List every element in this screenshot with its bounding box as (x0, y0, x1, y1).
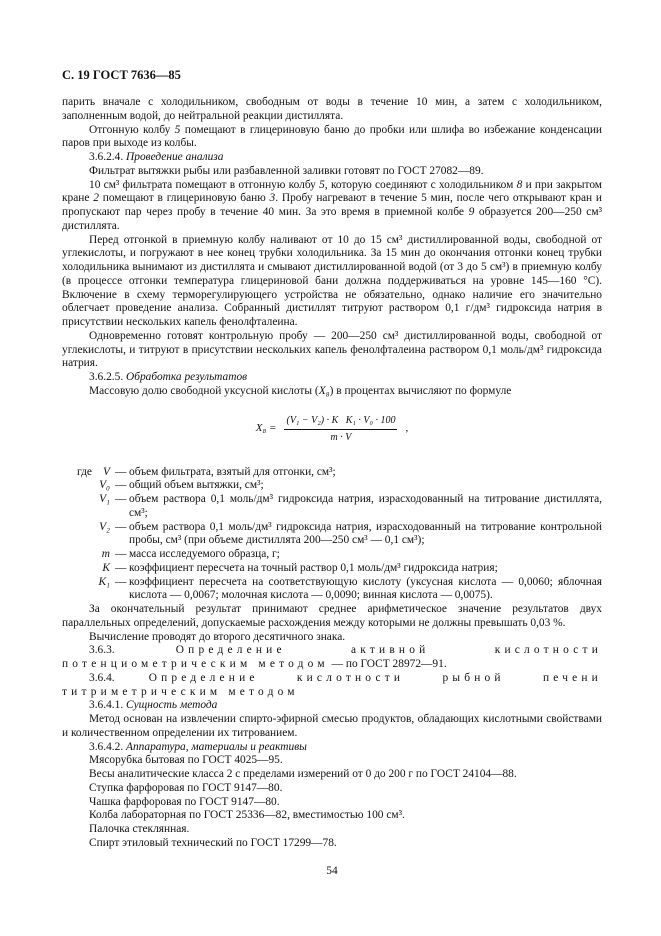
paragraph: За окончательный результат принимают среднее арифметическое значение результатов двух параллельных определений, допускаемые расхождения между которыми не должны превышать 0,03 %. (62, 603, 602, 629)
formula-lhs: X₈ = (255, 422, 277, 435)
section-number: 3.6.4.1. (89, 699, 127, 712)
formula-numerator: (V₁ − V₂) · K K₁ · V₀ · 100 (284, 415, 397, 430)
definition-row (62, 576, 602, 604)
paragraph: Фильтрат вытяжки рыбы или разбавленной заливки готовят по ГОСТ 27082—89. (89, 164, 484, 177)
equipment-item: Чашка фарфоровая по ГОСТ 9147—80. (89, 795, 280, 808)
definition-row (62, 562, 602, 576)
definition-text: масса исследуемого образца, г; (129, 548, 280, 560)
dash: — (115, 479, 127, 492)
symbol: K₁ (98, 575, 110, 588)
dash: — (115, 548, 127, 560)
ref-number: 5 (174, 123, 181, 136)
section-title: Аппаратура, материалы и реактивы (126, 740, 307, 753)
ref-number: 5 (319, 178, 325, 191)
paragraph: парить вначале с холодильником, свободным от воды в течение 10 мин, а затем с холодильником, заполненным водой, до нейтральной реакции дистиллята. (62, 96, 602, 122)
text: . Пробу нагревают в течение 5 мин, после чего открывают кран и пропускают пар через пробу в течение 40 мин. За это время в приемной колбе (62, 192, 602, 218)
section-title: Обработка результатов (126, 371, 248, 383)
section-reference: — по ГОСТ 28972—91. (328, 658, 447, 670)
paragraph: Вычисление проводят до второго десятичного знака. (89, 630, 346, 643)
section-number: 3.6.3. (89, 644, 176, 657)
section-number: 3.6.2.5. (89, 371, 127, 383)
definition-row (62, 521, 602, 549)
section-title: Определение активной кислотности потенциометрическим методом (62, 644, 603, 670)
paragraph (62, 179, 602, 234)
section-number: 3.6.2.4. (89, 151, 127, 163)
text: ) в процентах вычисляют по формуле (329, 384, 512, 397)
definition-row (62, 466, 602, 480)
symbol: m (101, 548, 110, 560)
section-heading-3-6-4 (62, 672, 602, 700)
definition-text: коэффициент пересчета на соответствующую кислоту (уксусная кислота — 0,0060; яблочная кислота — 0,0067; молочная кислота — 0,0090; винная кислота — 0,0075). (129, 575, 602, 602)
definition-text: общий объем вытяжки, см³; (129, 479, 264, 492)
formula (62, 415, 602, 444)
text: помещают в глицериновую баню до пробки или шлифа во избежание конденсации паров при выходе из колбы. (62, 123, 603, 150)
dash: — (115, 561, 127, 574)
symbol: X₈ (318, 384, 330, 397)
equipment-item: Ступка фарфоровая по ГОСТ 9147—80. (89, 781, 283, 794)
variable-definitions (62, 466, 602, 604)
text: Отгонную колбу (89, 123, 175, 136)
text: 10 см³ фильтрата помещают в отгонную колбу (89, 178, 320, 191)
section-heading-3-6-3 (62, 644, 602, 672)
symbol: K (102, 561, 110, 574)
text: Массовую долю свободной уксусной кислоты ( (89, 384, 319, 397)
symbol: V₀ (99, 479, 110, 492)
ref-number: 9 (468, 206, 475, 218)
definition-row (62, 493, 602, 521)
paragraph (62, 385, 602, 399)
text: образуется 200—250 см³ дистиллята. (62, 206, 602, 232)
definition-text: коэффициент пересчета на точный раствор 0,1 моль/дм³ гидроксида натрия; (129, 561, 498, 574)
section-heading-3-6-2-4 (62, 151, 602, 165)
paragraph: Метод основан на извлечении спирто-эфирной смесью продуктов, обладающих кислотными свойствами и количественном определении их титрованием. (62, 713, 602, 739)
paragraph (62, 124, 602, 152)
page-number: 54 (326, 864, 338, 877)
text: и при закрытом кране (62, 178, 603, 205)
text: , которую соединяют с холодильником (324, 178, 517, 191)
ref-number: 8 (516, 178, 523, 191)
equipment-item: Палочка стеклянная. (89, 823, 190, 835)
dash: — (115, 493, 127, 505)
dash: — (115, 465, 127, 478)
symbol: V₂ (99, 520, 110, 533)
formula-comma: , (405, 422, 409, 435)
definition-text: объем раствора 0,1 моль/дм³ гидроксида натрия, израсходованный на титрование дистиллята, см³; (129, 493, 602, 519)
symbol: V₁ (99, 493, 110, 505)
definition-text: объем фильтрата, взятый для отгонки, см³; (129, 465, 336, 478)
formula-fraction (284, 415, 397, 444)
dash: — (115, 575, 127, 588)
section-title: Сущность метода (126, 699, 218, 712)
document-body (62, 96, 602, 878)
ref-number: 3 (269, 192, 276, 205)
section-number: 3.6.4.2. (89, 740, 127, 753)
section-heading-3-6-4-1 (62, 699, 602, 713)
section-heading-3-6-2-5 (62, 371, 602, 385)
formula-denominator: m · V (330, 431, 352, 443)
symbol: V (103, 465, 110, 478)
equipment-item: Спирт этиловый технический по ГОСТ 17299—78. (89, 836, 337, 849)
section-heading-3-6-4-2 (62, 741, 602, 755)
section-number: 3.6.4. (89, 671, 149, 684)
definition-row (62, 548, 602, 562)
definition-row (62, 479, 602, 493)
equipment-item: Весы аналитические класса 2 с пределами измерений от 0 до 200 г по ГОСТ 24104—88. (89, 768, 517, 780)
section-title: Проведение анализа (126, 151, 224, 163)
paragraph: Одновременно готовят контрольную пробу — 200—250 см³ дистиллированной воды, свободной от углекислоты, и титруют в присутствии нескольких капель фенолфталеина раствором 0,1 моль/дм³ гидроксида натрия. (62, 329, 602, 370)
ref-number: 2 (93, 192, 99, 205)
equipment-item: Мясорубка бытовая по ГОСТ 4025—95. (89, 754, 283, 767)
dash: — (115, 520, 127, 533)
section-title: Определение кислотности рыбной печени титриметрическим методом (62, 671, 602, 698)
text: помещают в глицериновую баню (98, 192, 270, 205)
paragraph: Перед отгонкой в приемную колбу наливают от 10 до 15 см³ дистиллированной воды, свободной от углекислоты, и погружают в нее конец трубки холодильника. За 15 мин до окончания отгонки конец трубки холодильника вынимают из дистиллята и смывают дистиллированной водой (от 3 до 5 см³) в приемную колбу (в процессе отгонки температура глицериновой бани должна поддерживаться на уровне 145—160 °С). Включение в схему терморегулирующего устройства не обязательно, однако наличие его значительно облегчает проведение анализа. Собранный дистиллят титруют раствором 0,1 г/дм³ гидроксида натрия в присутствии нескольких капель фенолфталеина. (62, 233, 602, 328)
definition-text: объем раствора 0,1 моль/дм³ гидроксида натрия, израсходованный на титрование контрольной пробы, см³ (при объеме дистиллята 200—250 см³ — 0,1 см³); (129, 520, 602, 547)
page-header: С. 19 ГОСТ 7636—85 (62, 68, 181, 82)
equipment-item: Колба лабораторная по ГОСТ 25336—82, вместимостью 100 см³. (89, 809, 405, 822)
where-label: где (77, 465, 92, 478)
